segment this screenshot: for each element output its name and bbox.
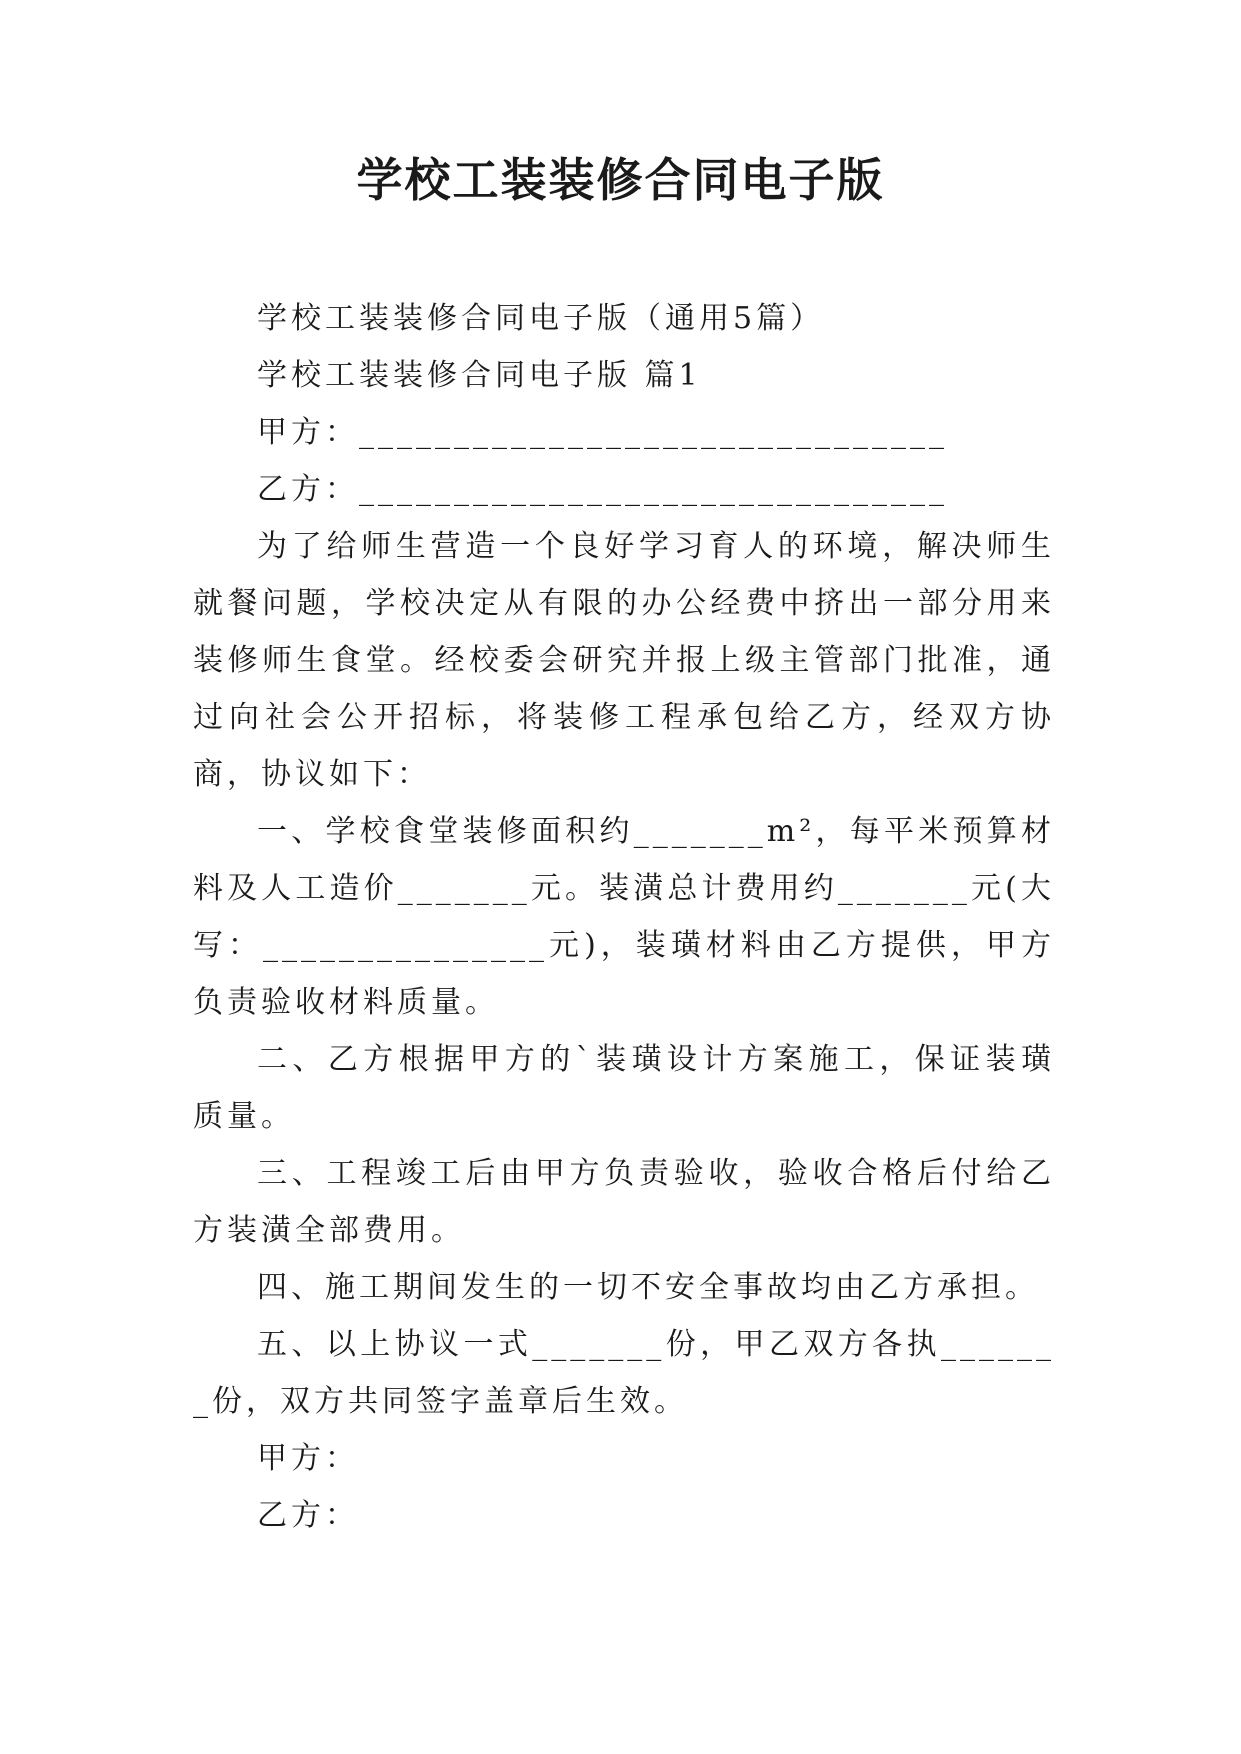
document-title: 学校工装装修合同电子版 <box>356 153 885 207</box>
intro-paragraph: 为了给师生营造一个良好学习育人的环境，解决师生就餐问题，学校决定从有限的办公经费中挤出一部分用来装修师生食堂。经校委会研究并报上级主管部门批准，通过向社会公开招标，将装修工程承包给乙方，经双方协商，协议如下： <box>193 529 1055 792</box>
clause-5: 五、以上协议一式_______份，甲乙双方各执_______份，双方共同签字盖章后生效。 <box>193 1327 1055 1419</box>
subtitle-line: 学校工装装修合同电子版（通用5篇） <box>257 301 825 336</box>
signature-party-a: 甲方： <box>257 1441 359 1476</box>
document-body <box>193 290 1055 1544</box>
clause-1: 一、学校食堂装修面积约_______m²，每平米预算材料及人工造价_______元。装潢总计费用约_______元(大写：_______________元)，装璜材料由乙方提供，甲方负责验收材料质量。 <box>193 814 1055 1020</box>
clause-4: 四、施工期间发生的一切不安全事故均由乙方承担。 <box>257 1270 1039 1305</box>
section-heading: 学校工装装修合同电子版 篇1 <box>257 358 702 393</box>
clause-2: 二、乙方根据甲方的`装璜设计方案施工，保证装璜质量。 <box>193 1042 1055 1134</box>
party-a-field: 甲方：_______________________________ <box>257 415 948 450</box>
signature-party-b: 乙方： <box>257 1498 359 1533</box>
party-b-field: 乙方：_______________________________ <box>257 472 948 507</box>
clause-3: 三、工程竣工后由甲方负责验收，验收合格后付给乙方装潢全部费用。 <box>193 1156 1055 1248</box>
